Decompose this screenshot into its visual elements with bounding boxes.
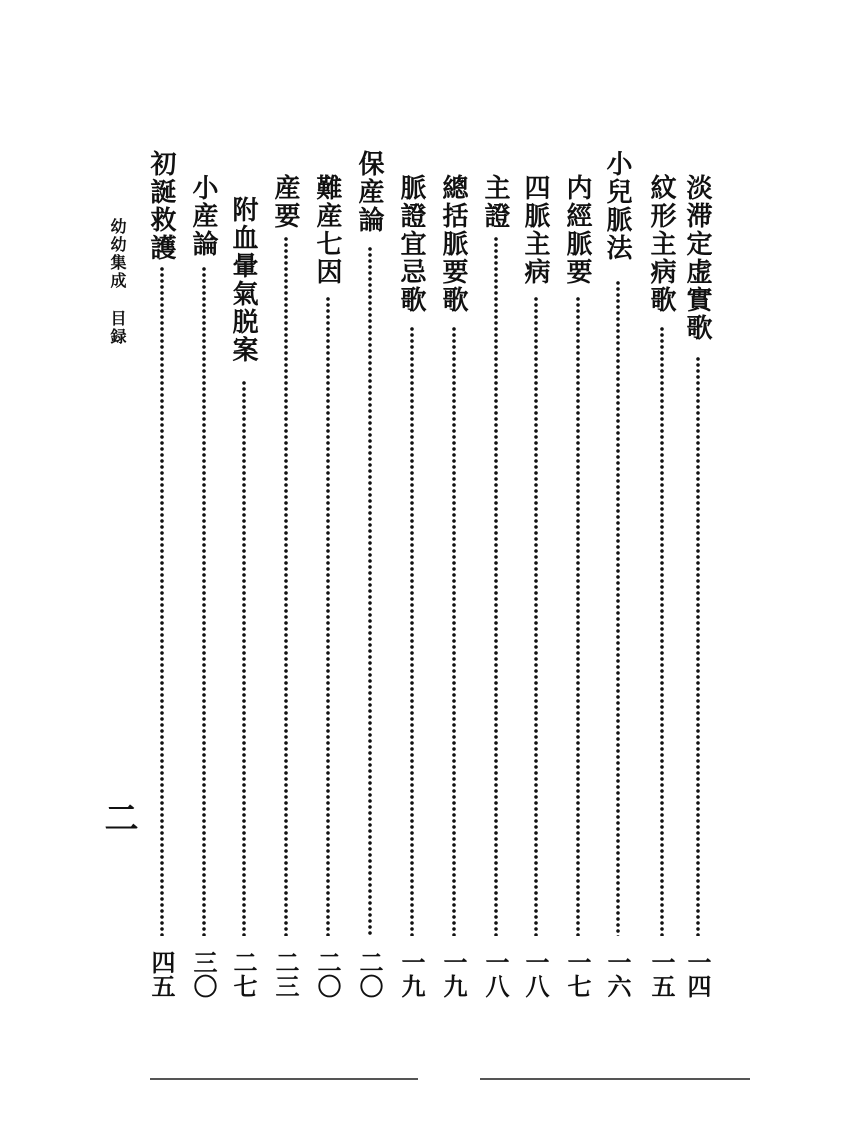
dot-leader (410, 326, 414, 936)
dot-leader (242, 380, 246, 936)
dot-leader (534, 296, 538, 936)
dot-leader (576, 296, 580, 936)
toc-entry-page: 一七 (563, 950, 592, 998)
dot-leader (452, 326, 456, 936)
scan-edge-line (150, 1078, 418, 1080)
toc-entry-title: 産要 (270, 174, 300, 230)
dot-leader (696, 356, 700, 936)
toc-entry-title: 脈證宜忌歌 (396, 174, 426, 314)
toc-entry-title: 内經脈要 (562, 174, 592, 286)
toc-entry-page: 一九 (439, 950, 468, 998)
toc-entry-title: 四脈主病 (520, 174, 550, 286)
toc-entry-page: 二〇 (355, 950, 384, 998)
folio-number: 二 (98, 800, 138, 834)
toc-entry-title: 紋形主病歌 (646, 174, 676, 314)
toc-entry-title: 難産七因 (312, 174, 342, 286)
dot-leader (160, 266, 164, 936)
toc-entry-page: 一四 (683, 950, 712, 998)
dot-leader (660, 326, 664, 936)
dot-leader (202, 266, 206, 936)
section-title: 目録 (108, 310, 127, 346)
toc-entry-page: 二三 (271, 950, 300, 998)
toc-entry-title: 小産論 (188, 174, 218, 258)
toc-entry-page: 一八 (521, 950, 550, 998)
dot-leader (616, 280, 620, 936)
toc-entry-page: 二七 (229, 950, 258, 998)
toc-entry-title: 附血暈氣脱案 (228, 196, 258, 364)
dot-leader (494, 236, 498, 936)
toc-entry-title: 總括脈要歌 (438, 174, 468, 314)
toc-entry-page: 四五 (147, 950, 176, 998)
scan-edge-line (480, 1078, 750, 1080)
dot-leader (326, 296, 330, 936)
toc-entry-title: 主證 (480, 174, 510, 230)
dot-leader (284, 236, 288, 936)
toc-entry-page: 一五 (647, 950, 676, 998)
toc-entry-title: 初誕救護 (146, 150, 176, 262)
toc-entry-page: 一九 (397, 950, 426, 998)
running-title: 幼幼集成 (108, 218, 127, 290)
toc-entry-page: 一六 (603, 950, 632, 998)
toc-entry-page: 一八 (481, 950, 510, 998)
toc-entry-title: 小兒脈法 (602, 150, 632, 262)
toc-entry-title: 淡滞定虚實歌 (682, 174, 712, 342)
toc-entry-page: 三〇 (189, 950, 218, 998)
toc-entry-title: 保産論 (354, 150, 384, 234)
dot-leader (368, 246, 372, 936)
toc-entry-page: 二〇 (313, 950, 342, 998)
